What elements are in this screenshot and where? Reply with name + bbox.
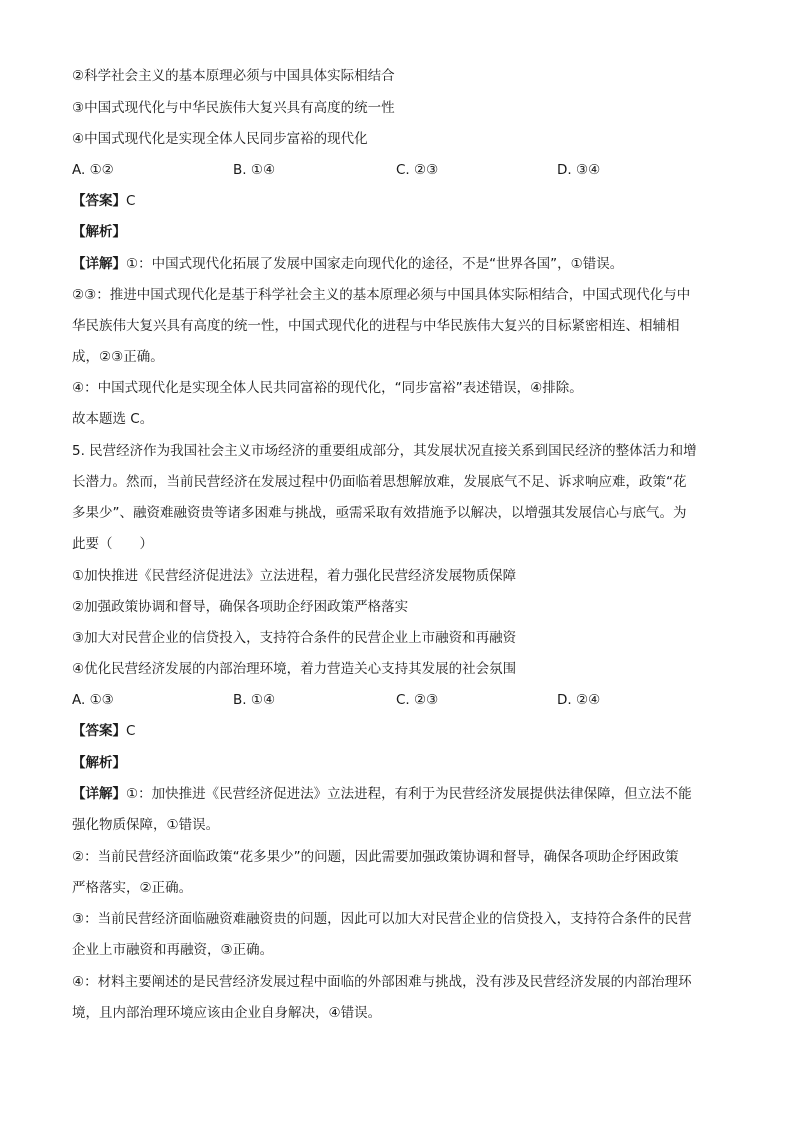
- q5-analysis-line-7: ④：材料主要阐述的是民营经济发展过程中面临的外部困难与挑战，没有涉及民营经济发展的内部治理环: [72, 974, 692, 990]
- q5-option-d: D. ②④: [557, 692, 601, 708]
- q5-statement-1: ①加快推进《民营经济促进法》立法进程，着力强化民营经济发展物质保障: [72, 568, 517, 584]
- q4-statement-2: ②科学社会主义的基本原理必须与中国具体实际相结合: [72, 68, 395, 84]
- q4-analysis-line-3: 华民族伟大复兴具有高度的统一性，中国式现代化的进程与中华民族伟大复兴的目标紧密相连、相辅相: [72, 318, 680, 334]
- q4-option-a: A. ①②: [72, 162, 114, 178]
- q4-analysis-line-2: ②③：推进中国式现代化是基于科学社会主义的基本原理必须与中国具体实际相结合，中国式现代化与中: [72, 287, 691, 303]
- q5-answer-value: C: [126, 723, 136, 739]
- q4-analysis-line-1: [72, 254, 724, 274]
- q5-answer-label: 【答案】: [72, 723, 126, 739]
- q5-analysis-line-2: 强化物质保障，①错误。: [72, 817, 220, 833]
- q5-analysis-text-1: ①：加快推进《民营经济促进法》立法进程，有利于为民营经济发展提供法律保障，但立法不能: [126, 786, 692, 802]
- q5-statement-4: ④优化民营经济发展的内部治理环境，着力营造关心支持其发展的社会氛围: [72, 661, 517, 677]
- q4-analysis-line-4: 成，②③正确。: [72, 349, 164, 365]
- q5-analysis-line-1: [72, 784, 724, 804]
- q5-stem-line-1: 5. 民营经济作为我国社会主义市场经济的重要组成部分，其发展状况直接关系到国民经济的整体活力和增: [72, 443, 697, 459]
- q5-option-c: C. ②③: [396, 692, 439, 708]
- q4-answer: [72, 191, 724, 211]
- q4-analysis-label: 【解析】: [72, 224, 126, 240]
- q4-answer-value: C: [126, 193, 136, 209]
- q4-answer-label: 【答案】: [72, 193, 126, 209]
- q4-statement-4: ④中国式现代化是实现全体人民同步富裕的现代化: [72, 131, 368, 147]
- q4-statement-3: ③中国式现代化与中华民族伟大复兴具有高度的统一性: [72, 100, 395, 116]
- q5-analysis-line-8: 境，且内部治理环境应该由企业自身解决，④错误。: [72, 1005, 382, 1021]
- q5-analysis-line-4: 严格落实，②正确。: [72, 880, 193, 896]
- q4-option-d: D. ③④: [557, 162, 601, 178]
- q5-statement-3: ③加大对民营企业的信贷投入，支持符合条件的民营企业上市融资和再融资: [72, 630, 517, 646]
- q5-stem-line-3: 多果少”、融资难融资贵等诸多困难与挑战，亟需采取有效措施予以解决，以增强其发展信心与底气。为: [72, 505, 687, 521]
- q5-answer: [72, 721, 724, 741]
- q4-conclusion: 故本题选 C。: [72, 411, 154, 427]
- q4-option-c: C. ②③: [396, 162, 439, 178]
- q4-option-b: B. ①④: [233, 162, 276, 178]
- q5-option-b: B. ①④: [233, 692, 276, 708]
- q4-analysis-line-5: ④：中国式现代化是实现全体人民共同富裕的现代化，“同步富裕”表述错误，④排除。: [72, 380, 583, 396]
- q5-analysis-line-6: 企业上市融资和再融资，③正确。: [72, 942, 274, 958]
- q5-stem-line-4: 此要（ ）: [72, 536, 153, 552]
- q5-stem-line-2: 长潜力。然而，当前民营经济在发展过程中仍面临着思想解放难，发展底气不足、诉求响应难，政策“花: [72, 474, 687, 490]
- q5-analysis-label: 【解析】: [72, 755, 126, 771]
- q5-detail-label: 【详解】: [72, 786, 126, 802]
- q5-statement-2: ②加强政策协调和督导，确保各项助企纾困政策严格落实: [72, 599, 409, 615]
- q5-analysis-line-5: ③：当前民营经济面临融资难融资贵的问题，因此可以加大对民营企业的信贷投入，支持符合条件的民营: [72, 911, 692, 927]
- q4-analysis-text-1: ①：中国式现代化拓展了发展中国家走向现代化的途径，不是“世界各国”，①错误。: [126, 256, 624, 272]
- q4-detail-label: 【详解】: [72, 256, 126, 272]
- q5-analysis-line-3: ②：当前民营经济面临政策“花多果少”的问题，因此需要加强政策协调和督导，确保各项助企纾困政策: [72, 849, 679, 865]
- q5-option-a: A. ①③: [72, 692, 114, 708]
